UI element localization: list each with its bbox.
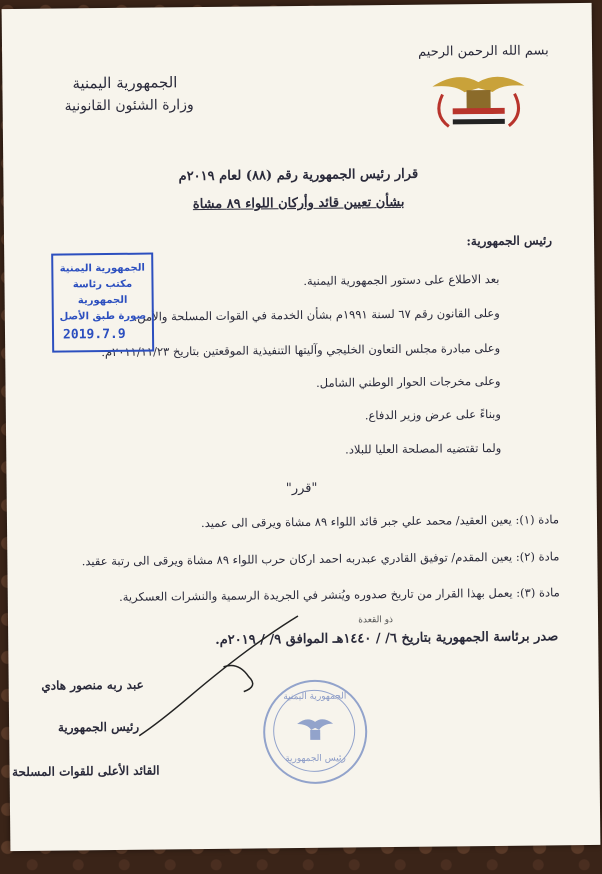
preamble-line: وعلى مخرجات الحوار الوطني الشامل.	[316, 373, 501, 390]
preamble-line: وبناءً على عرض وزير الدفاع.	[364, 406, 501, 423]
signatory-name: عبد ربه منصور هادي	[41, 677, 144, 693]
stamp-date: 2019.7.9	[62, 326, 126, 343]
eagle-icon	[295, 714, 335, 744]
issue-date: صدر برئاسة الجمهورية بتاريخ ٦/ / ١٤٤٠هـ الموافق ٩/ / ٢٠١٩م.	[215, 629, 559, 648]
stamp-line: صورة طبق الأصل	[59, 310, 147, 323]
stamp-line: الجمهورية اليمنية	[59, 262, 145, 275]
article: مادة (٢): يعين المقدم/ توفيق القادري عبدربه احمد اركان حرب اللواء ٨٩ مشاة ويرقى الى رتبة عقيد.	[81, 549, 560, 569]
signatory-title-military: القائد الأعلى للقوات المسلحة	[12, 763, 160, 780]
article: مادة (٣): يعمل بهذا القرار من تاريخ صدوره ويُنشر في الجريدة الرسمية والنشرات العسكرية.	[118, 585, 560, 604]
decides-heading: "قرر"	[285, 480, 318, 497]
preamble-line: بعد الاطلاع على دستور الجمهورية اليمنية.	[303, 271, 500, 288]
decree-subject: بشأن تعيين قائد وأركان اللواء ٨٩ مشاة	[192, 194, 405, 213]
seal-text: رئيس الجمهورية	[285, 753, 346, 765]
stamp-line: مكتب رئاسة الجمهورية	[72, 278, 133, 307]
preamble-line: ولما تقتضيه المصلحة العليا للبلاد.	[345, 440, 502, 457]
preamble-line: وعلى القانون رقم ٦٧ لسنة ١٩٩١م بشأن الخدمة في القوات المسلحة والأمن.	[133, 305, 500, 324]
ministry-header: وزارة الشئون القانونية	[64, 97, 194, 115]
preamble-line: وعلى مبادرة مجلس التعاون الخليجي وآليتها التنفيذية الموقعتين بتاريخ ٢٠١١/١١/٢٣م.	[101, 340, 501, 360]
basmala: بسم الله الرحمن الرحيم	[418, 43, 549, 60]
document-page	[2, 3, 601, 851]
article: مادة (١): يعين العقيد/ محمد علي جبر قائد اللواء ٨٩ مشاة ويرقى الى عميد.	[200, 512, 560, 531]
republic-header: الجمهورية اليمنية	[72, 73, 178, 93]
yemen-emblem-icon	[422, 64, 535, 135]
issuer-label: رئيس الجمهورية:	[466, 233, 553, 249]
presidential-seal	[263, 679, 368, 784]
decree-title: قرار رئيس الجمهورية رقم (٨٨) لعام ٢٠١٩م	[178, 166, 419, 185]
hijri-month-note: ذو القعدة	[358, 615, 394, 626]
signatory-title: رئيس الجمهورية	[57, 719, 140, 735]
seal-text: الجمهورية اليمنية	[283, 691, 347, 703]
